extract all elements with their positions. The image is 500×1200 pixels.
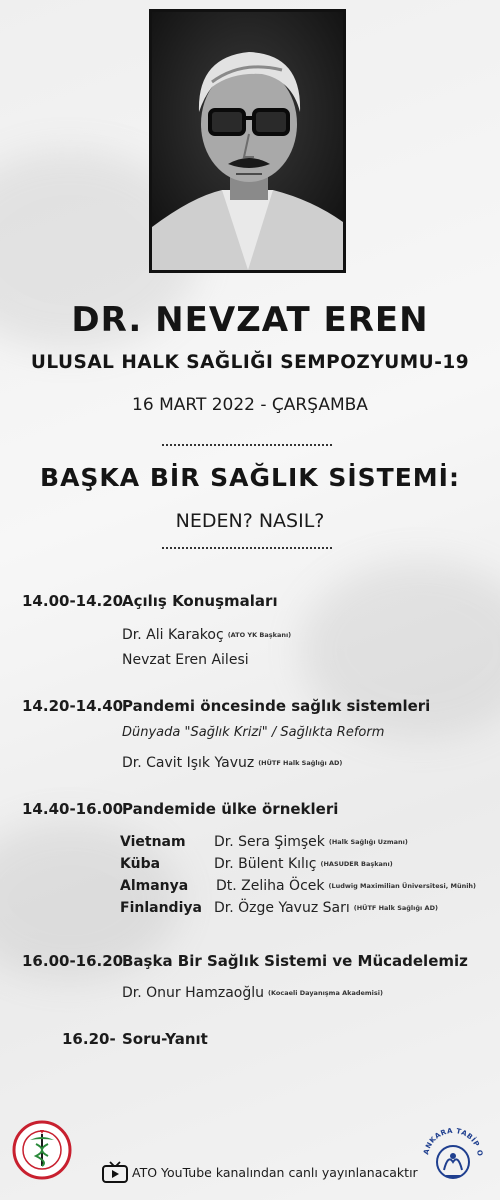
page-title: DR. NEVZAT EREN	[71, 300, 429, 340]
session-title: Pandemi öncesinde sağlık sistemleri	[122, 697, 431, 715]
country-label: Almanya	[120, 878, 189, 894]
speaker-name: Dr. Ali Karakoç	[122, 627, 224, 643]
session-time: 16.20-	[62, 1030, 116, 1048]
country-speaker	[214, 900, 438, 916]
speaker-role: (HÜTF Halk Sağlığı AD)	[258, 759, 343, 767]
session-time: 14.40-16.00	[22, 800, 124, 818]
youtube-notice: ATO YouTube kanalından canlı yayınlanacaktır	[132, 1165, 418, 1180]
session-time: 14.20-14.40	[22, 697, 124, 715]
dotted-divider	[162, 444, 332, 446]
session-title: Pandemide ülke örnekleri	[122, 800, 339, 818]
country-speaker	[214, 856, 393, 872]
dotted-divider	[162, 547, 332, 549]
speaker-name: Dr. Sera Şimşek	[214, 834, 325, 850]
session-speaker	[122, 985, 383, 1001]
speaker-role: (Ludwig Maximilian Üniversitesi, Münih)	[328, 882, 477, 890]
speaker-name: Dr. Cavit Işık Yavuz	[122, 755, 255, 771]
event-date: 16 MART 2022 - ÇARŞAMBA	[132, 395, 368, 415]
session-title: Açılış Konuşmaları	[122, 592, 278, 610]
svg-text:ANKARA TABİP ODASI: ANKARA TABİP O	[422, 1126, 485, 1158]
tv-play-icon	[102, 1160, 128, 1184]
country-speaker	[216, 878, 476, 894]
speaker-role: (Halk Sağlığı Uzmanı)	[328, 838, 408, 846]
country-label: Vietnam	[120, 834, 186, 850]
session-title: Soru-Yanıt	[122, 1030, 208, 1048]
caduceus-logo-icon	[12, 1120, 72, 1180]
speaker-role: (ATO YK Başkanı)	[227, 631, 292, 639]
speaker-role: (HASUDER Başkanı)	[320, 860, 393, 868]
theme-question: NEDEN? NASIL?	[175, 510, 325, 532]
speaker-name: Dr. Özge Yavuz Sarı	[214, 900, 350, 916]
speaker-name: Dr. Bülent Kılıç	[214, 856, 317, 872]
session-title: Başka Bir Sağlık Sistemi ve Mücadelemiz	[122, 952, 468, 970]
speaker-name: Dt. Zeliha Öcek	[216, 878, 325, 894]
country-label: Finlandiya	[120, 900, 202, 916]
portrait-photo	[149, 9, 346, 273]
theme-title: BAŞKA BİR SAĞLIK SİSTEMİ:	[40, 463, 460, 492]
session-time: 14.00-14.20	[22, 592, 124, 610]
country-speaker	[214, 834, 408, 850]
ankara-tabip-logo-icon	[418, 1118, 488, 1188]
event-subtitle: ULUSAL HALK SAĞLIĞI SEMPOZYUMU-19	[30, 352, 470, 373]
session-speaker	[122, 627, 291, 643]
speaker-role: (Kocaeli Dayanışma Akademisi)	[268, 989, 383, 997]
speaker-name: Dr. Onur Hamzaoğlu	[122, 985, 265, 1001]
session-subtitle: Dünyada "Sağlık Krizi" / Sağlıkta Reform	[122, 725, 385, 740]
session-speaker: Nevzat Eren Ailesi	[122, 652, 249, 668]
country-label: Küba	[120, 856, 161, 872]
session-time: 16.00-16.20	[22, 952, 124, 970]
speaker-role: (HÜTF Halk Sağlığı AD)	[353, 904, 438, 912]
session-speaker	[122, 755, 342, 771]
